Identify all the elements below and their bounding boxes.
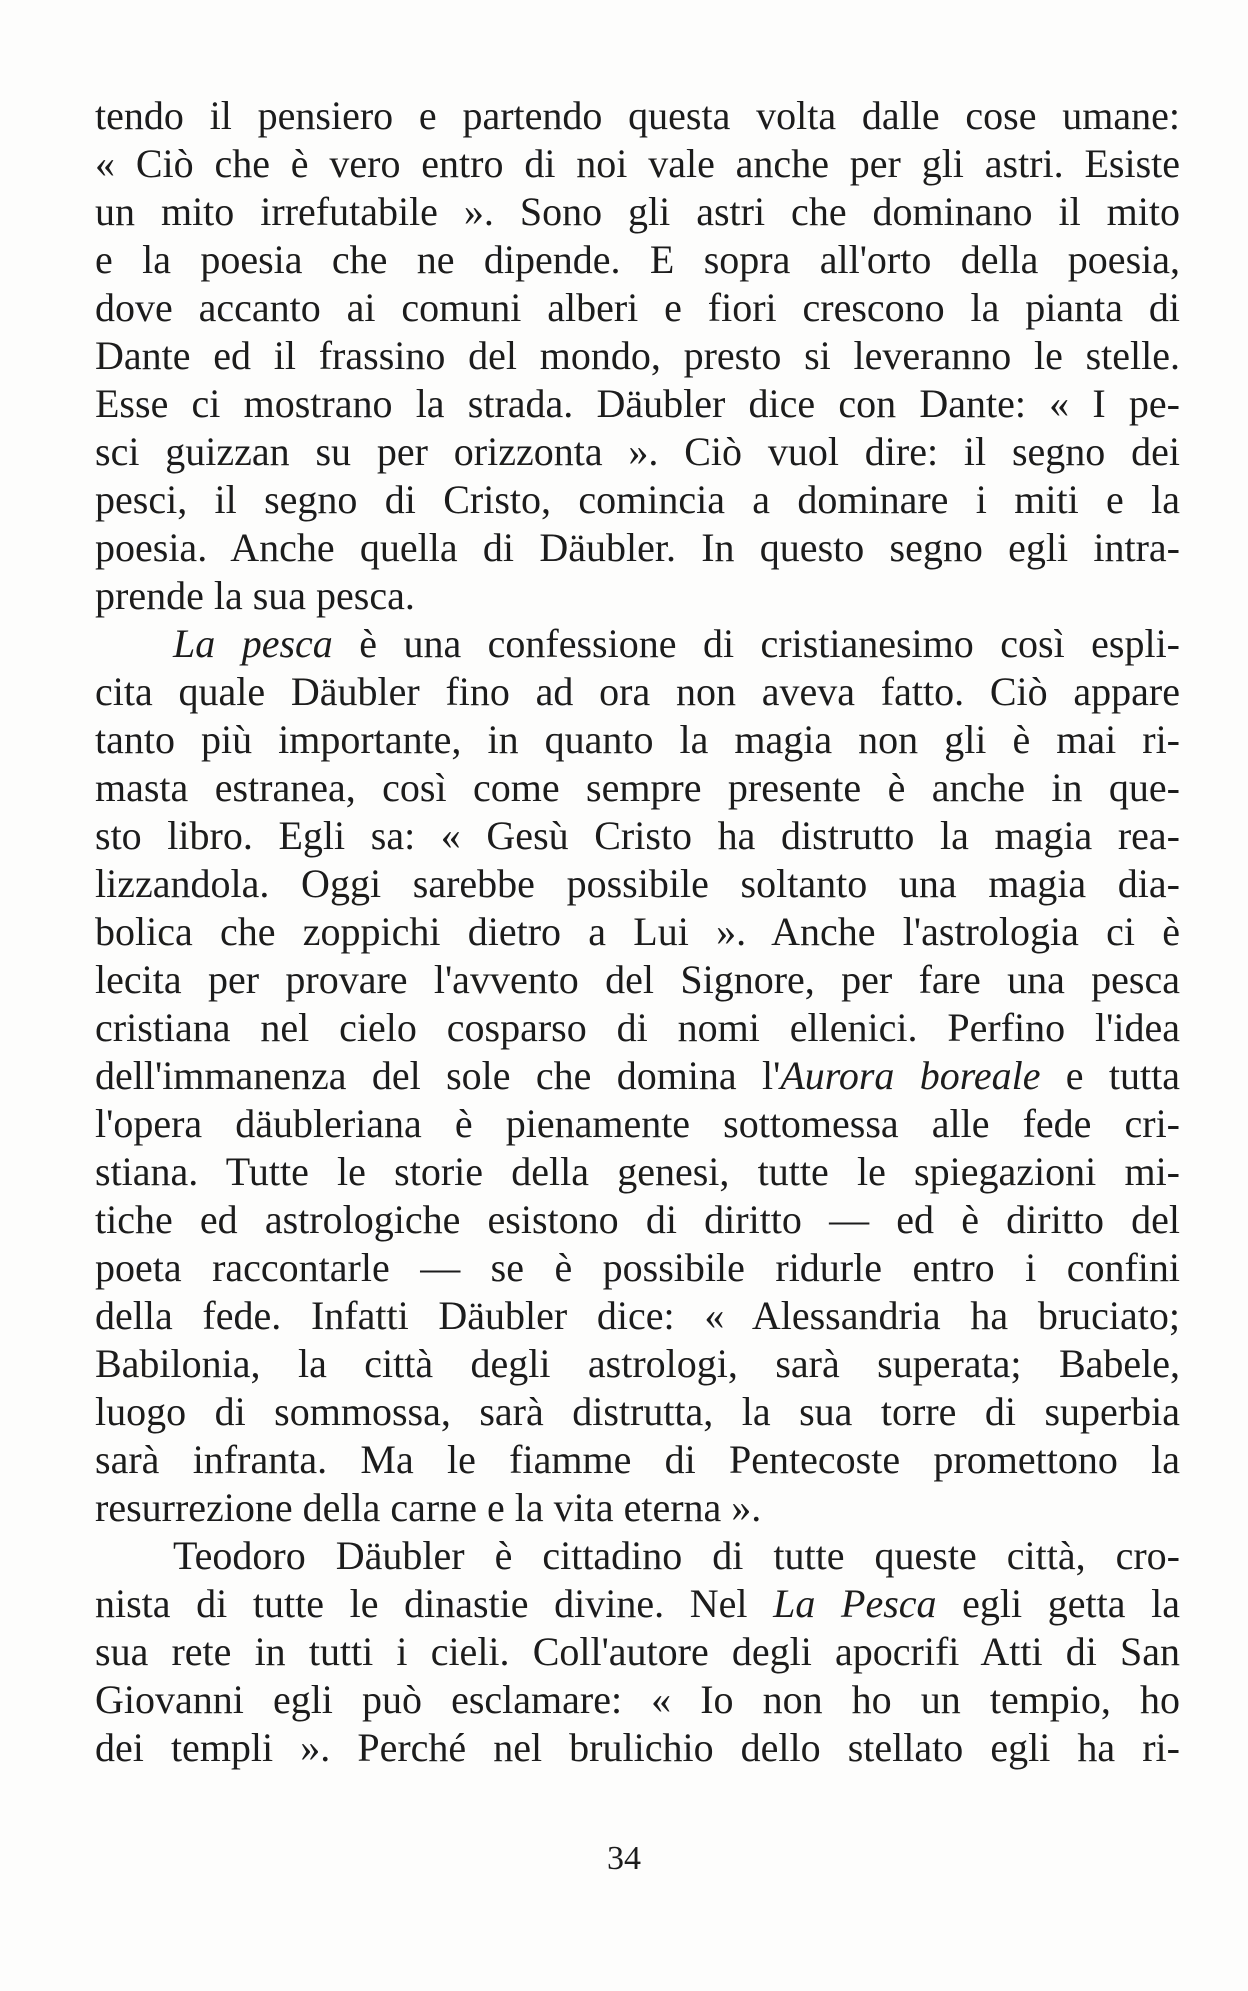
text-line: « Ciò che è vero entro di noi vale anche per gli astri. Esiste [95,141,1180,186]
text-span: egli getta la [936,1581,1180,1626]
text-line: della fede. Infatti Däubler dice: « Alessandria ha bruciato; [95,1293,1180,1338]
text-span: nista di tutte le dinastie divine. Nel [95,1581,774,1626]
text-line: stiana. Tutte le storie della genesi, tutte le spiegazioni mi- [95,1149,1180,1194]
book-title-italic: La pesca [173,621,333,666]
text-line: pesci, il segno di Cristo, comincia a dominare i miti e la [95,477,1180,522]
text-line: Esse ci mostrano la strada. Däubler dice con Dante: « I pe- [95,381,1180,426]
text-span: e tutta [1040,1053,1180,1098]
text-line: tendo il pensiero e partendo questa volta dalle cose umane: [95,93,1180,138]
page-number: 34 [607,1840,641,1877]
text-line: lizzandola. Oggi sarebbe possibile soltanto una magia dia- [95,861,1180,906]
text-line: e la poesia che ne dipende. E sopra all'orto della poesia, [95,237,1180,282]
book-title-italic: La Pesca [773,1581,937,1626]
text-line: resurrezione della carne e la vita eterna ». [95,1485,762,1530]
body-text [95,92,1180,1772]
text-line: prende la sua pesca. [95,573,415,618]
text-line: dove accanto ai comuni alberi e fiori crescono la pianta di [95,285,1180,330]
text-line: poeta raccontarle — se è possibile ridurle entro i confini [95,1245,1180,1290]
text-line: tanto più importante, in quanto la magia non gli è mai ri- [95,717,1180,762]
text-line [95,1052,1180,1100]
text-line: sto libro. Egli sa: « Gesù Cristo ha distrutto la magia rea- [95,813,1180,858]
text-line: luogo di sommossa, sarà distrutta, la sua torre di superbia [95,1389,1180,1434]
text-line: cita quale Däubler fino ad ora non aveva fatto. Ciò appare [95,669,1180,714]
text-span: dell'immanenza del sole che domina l' [95,1053,781,1098]
paragraph-first-line [95,620,1180,668]
text-span: è una confessione di cristianesimo così espli- [332,621,1180,666]
paragraph-first-line: Teodoro Däubler è cittadino di tutte queste città, cro- [173,1533,1180,1578]
text-line: sua rete in tutti i cieli. Coll'autore degli apocrifi Atti di San [95,1629,1180,1674]
text-line: sci guizzan su per orizzonta ». Ciò vuol dire: il segno dei [95,429,1180,474]
text-line [95,1580,1180,1628]
text-line: bolica che zoppichi dietro a Lui ». Anche l'astrologia ci è [95,909,1180,954]
text-line: poesia. Anche quella di Däubler. In questo segno egli intra- [95,525,1180,570]
text-line: cristiana nel cielo cosparso di nomi ellenici. Perfino l'idea [95,1005,1180,1050]
text-line: un mito irrefutabile ». Sono gli astri che dominano il mito [95,189,1180,234]
book-title-italic: Aurora boreale [780,1053,1041,1098]
text-line: tiche ed astrologiche esistono di diritto — ed è diritto del [95,1197,1180,1242]
text-line: dei templi ». Perché nel brulichio dello stellato egli ha ri- [95,1725,1180,1770]
text-line: Giovanni egli può esclamare: « Io non ho un tempio, ho [95,1677,1180,1722]
text-line: sarà infranta. Ma le fiamme di Pentecoste promettono la [95,1437,1180,1482]
text-line: masta estranea, così come sempre presente è anche in que- [95,765,1180,810]
text-line: l'opera däubleriana è pienamente sottomessa alle fede cri- [95,1101,1180,1146]
text-line: lecita per provare l'avvento del Signore, per fare una pesca [95,957,1180,1002]
text-line: Babilonia, la città degli astrologi, sarà superata; Babele, [95,1341,1180,1386]
text-line: Dante ed il frassino del mondo, presto si leveranno le stelle. [95,333,1180,378]
